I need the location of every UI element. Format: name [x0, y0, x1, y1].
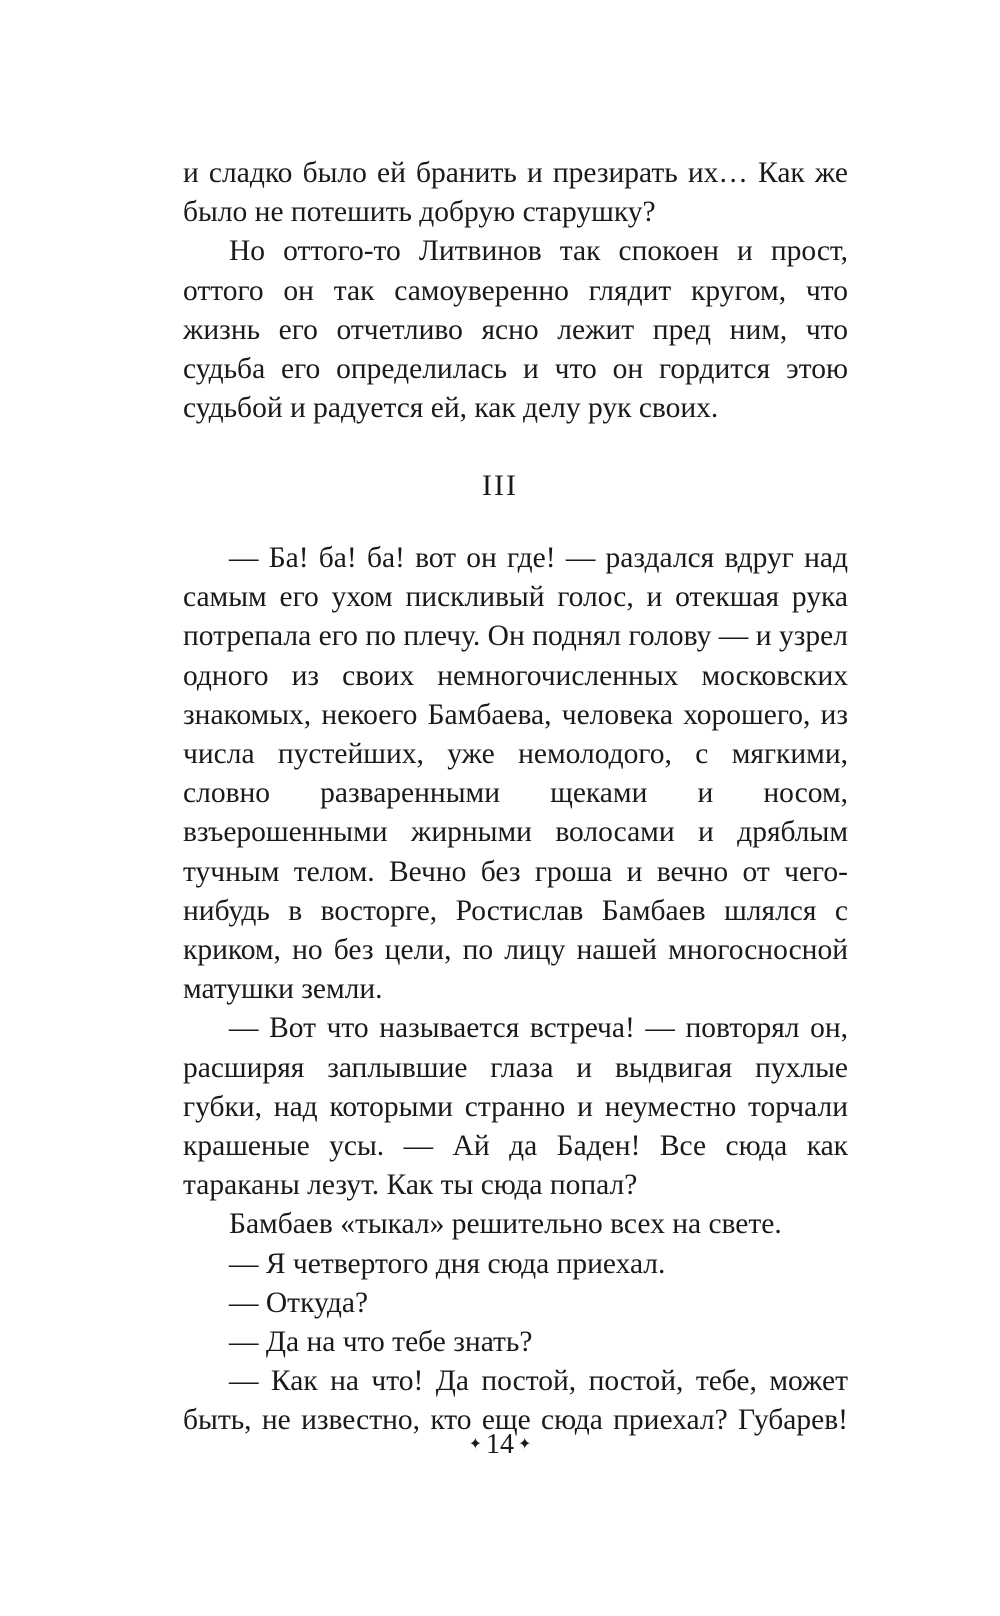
top-text-block	[183, 154, 848, 428]
paragraph: — Я четвертого дня сюда приехал.	[229, 1247, 666, 1280]
paragraph: — Да на что тебе знать?	[229, 1326, 533, 1359]
page-number-footer	[0, 1428, 1000, 1462]
paragraph: Но оттого-то Литвинов так спокоен и прост, оттого он так самоуверенно глядит кругом, что жизнь его отчетливо ясно лежит пред ним, что судьба его определилась и что он гордится этою судьбой и радуется ей, как делу рук своих.	[183, 235, 848, 425]
ornament-right-icon: ✦	[518, 1436, 532, 1453]
paragraph: Бамбаев «тыкал» решительно всех на свете.	[229, 1208, 782, 1241]
paragraph: — Ба! ба! ба! вот он где! — раздался вдруг над самым его ухом пискливый голос, и отекшая рука потрепала его по плечу. Он поднял голову — и узрел одного из своих немногочисленных московских знакомых, некоего Бамбаева, человека хорошего, из числа пустейших, уже немолодого, с мягкими, словно разваренными щеками и носом, взъерошенными жирными волосами и дряблым тучным телом. Вечно без гроша и вечно от чего-нибудь в восторге, Ростислав Бамбаев шлялся с криком, но без цели, по лицу нашей многосносной матушки земли.	[183, 542, 848, 1006]
chapter-heading: III	[482, 469, 518, 502]
paragraph: и сладко было ей бранить и презирать их… Как же было не потешить добрую старушку?	[183, 157, 848, 229]
paragraph: — Откуда?	[229, 1286, 369, 1319]
paragraph: — Вот что называется встреча! — повторял он, расширяя заплывшие глаза и выдвигая пухлые губки, над которыми странно и неуместно торчали крашеные усы. — Ай да Баден! Все сюда как тараканы лезут. Как ты сюда попал?	[183, 1012, 848, 1202]
page-number: 14	[486, 1429, 514, 1460]
main-text-block	[183, 539, 848, 1441]
paragraph: — Как на что! Да постой, постой, тебе, может быть, не известно, кто еще сюда приехал? Губарев!	[183, 1365, 848, 1437]
ornament-left-icon: ✦	[468, 1436, 482, 1453]
